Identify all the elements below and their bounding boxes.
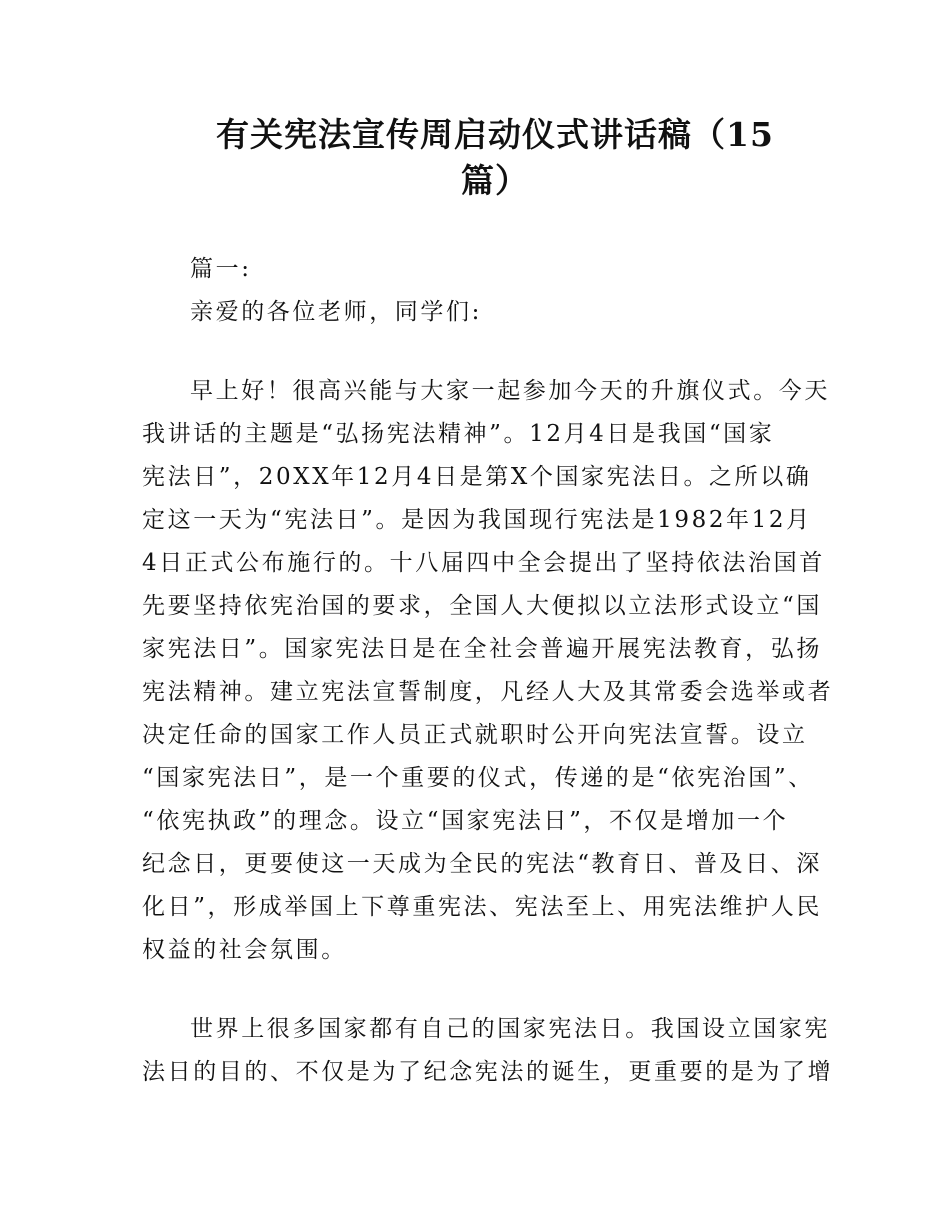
paragraph-line: 法日的目的、不仅是为了纪念宪法的诞生，更重要的是为了增 xyxy=(142,1059,834,1085)
paragraph-line: 我讲话的主题是“弘扬宪法精神”。12月4日是我国“国家 xyxy=(142,421,775,447)
paragraph-line: 家宪法日”。国家宪法日是在全社会普遍开展宪法教育，弘扬 xyxy=(142,636,822,662)
title-line-2: 篇） xyxy=(461,161,529,200)
paragraph-line: 定这一天为“宪法日”。是因为我国现行宪法是1982年12月 xyxy=(142,507,812,533)
paragraph-2 xyxy=(142,1008,834,1094)
paragraph-line: 化日”，形成举国上下尊重宪法、宪法至上、用宪法维护人民 xyxy=(142,894,822,920)
paragraph-line: 4日正式公布施行的。十八届四中全会提出了坚持依法治国首 xyxy=(142,550,825,576)
paragraph-line: “依宪执政”的理念。设立“国家宪法日”，不仅是增加一个 xyxy=(142,808,789,834)
paragraph-line: 宪法精神。建立宪法宣誓制度，凡经人大及其常委会选举或者 xyxy=(142,679,834,705)
paragraph-1 xyxy=(142,370,834,972)
paragraph-line: 纪念日，更要使这一天成为全民的宪法“教育日、普及日、深 xyxy=(142,851,822,877)
title-line-1: 有关宪法宣传周启动仪式讲话稿（15 xyxy=(216,115,774,154)
section-label: 篇一: xyxy=(190,256,252,282)
paragraph-line: 权益的社会氛围。 xyxy=(142,937,347,963)
document-body xyxy=(142,248,834,1094)
paragraph-line: 先要坚持依宪治国的要求，全国人大便拟以立法形式设立“国 xyxy=(142,593,822,619)
greeting: 亲爱的各位老师，同学们: xyxy=(190,299,482,325)
paragraph-line: 早上好！很高兴能与大家一起参加今天的升旗仪式。今天 xyxy=(190,378,830,404)
paragraph-line: 决定任命的国家工作人员正式就职时公开向宪法宣誓。设立 xyxy=(142,722,808,748)
document-title xyxy=(200,112,790,204)
paragraph-line: 宪法日”，20XX年12月4日是第X个国家宪法日。之所以确 xyxy=(142,464,812,490)
paragraph-line: 世界上很多国家都有自己的国家宪法日。我国设立国家宪 xyxy=(190,1016,830,1042)
paragraph-line: “国家宪法日”，是一个重要的仪式，传递的是“依宪治国”、 xyxy=(142,765,814,791)
